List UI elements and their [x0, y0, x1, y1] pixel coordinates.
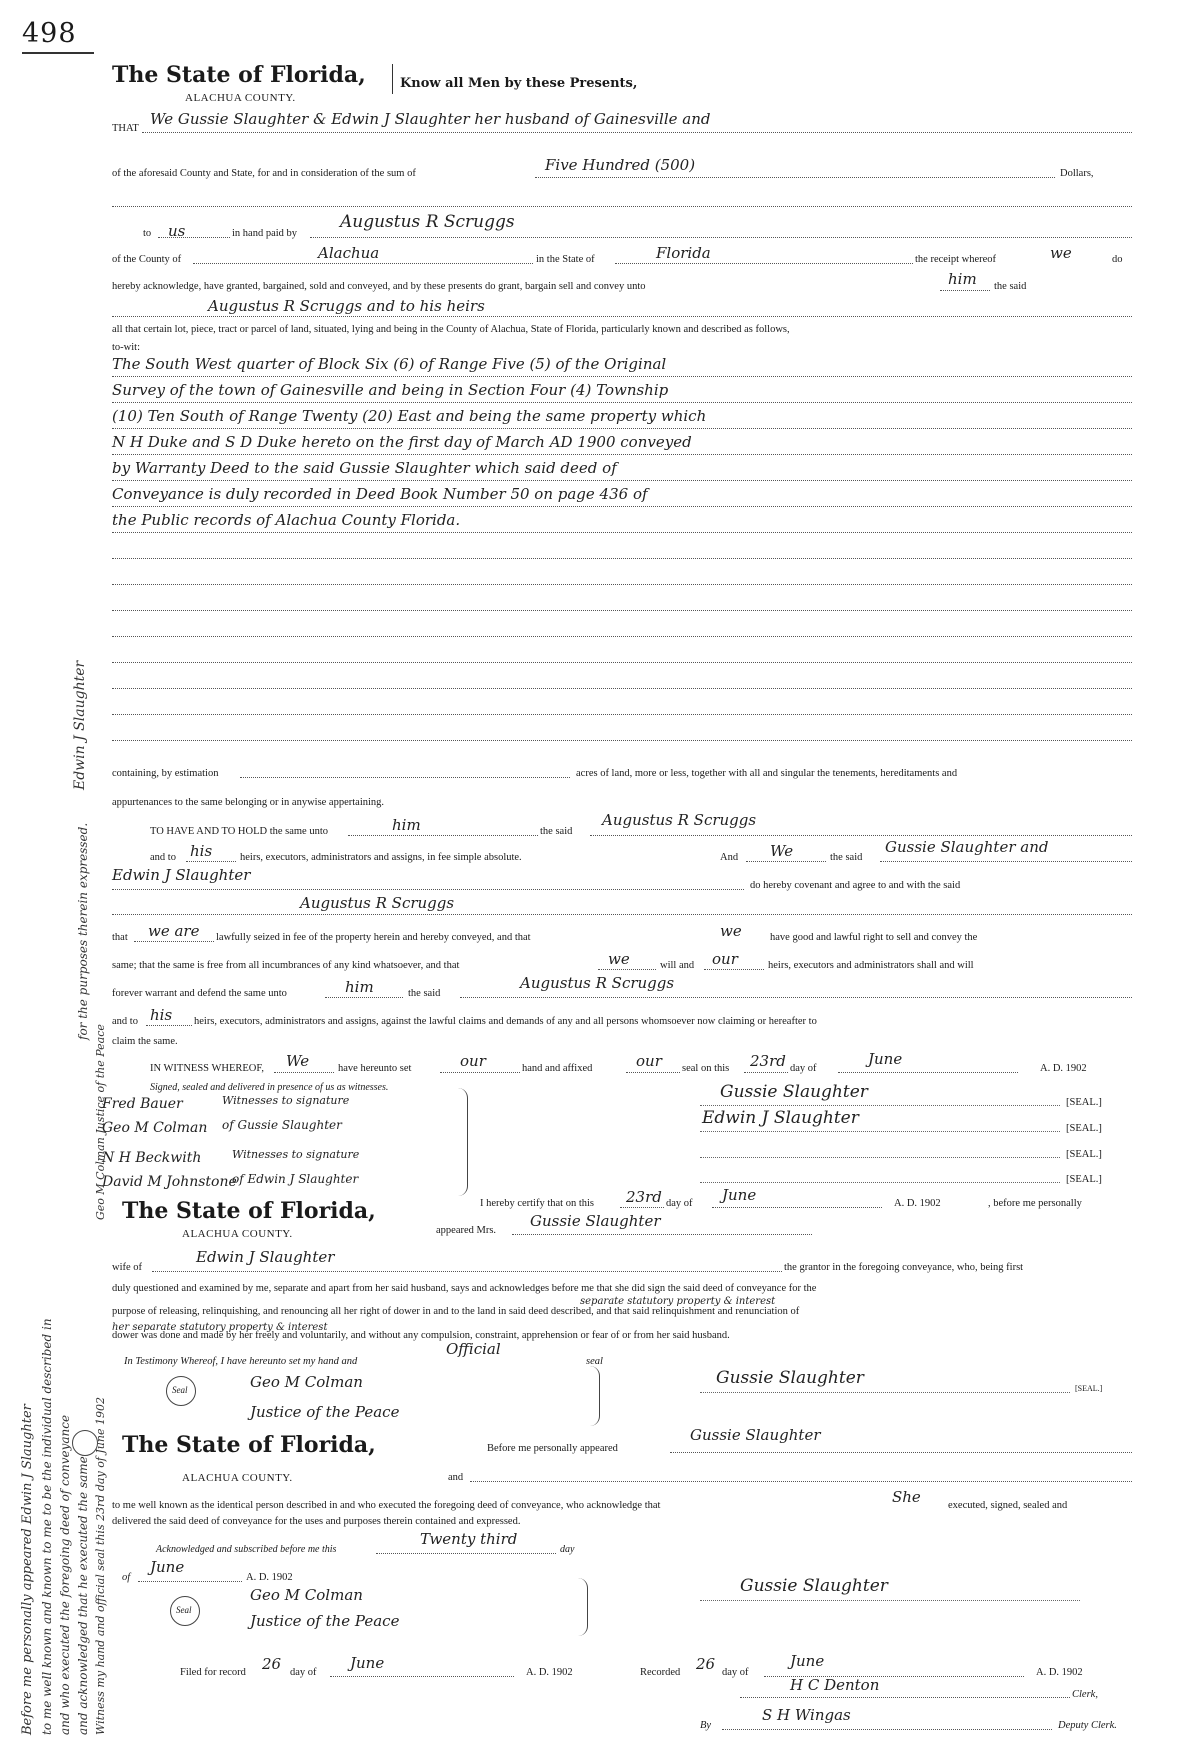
desc-rule: [112, 532, 1132, 533]
grantee4-value: Augustus R Scruggs: [520, 974, 675, 992]
sum-value: Five Hundred (500): [545, 156, 696, 174]
witness-note: Witnesses to signature: [232, 1148, 360, 1161]
ack1-brace: [584, 1366, 600, 1426]
and-to-rule: [186, 861, 236, 862]
our-rule: [440, 1072, 520, 1073]
before-me-label: , before me personally: [988, 1198, 1082, 1209]
unto-value: him: [948, 270, 977, 288]
ack2-day-value: Twenty third: [420, 1530, 518, 1548]
acknowledged-label: Acknowledged and subscribed before me this: [156, 1544, 337, 1555]
grantors-rule: [142, 132, 1132, 133]
our2-value: our: [636, 1052, 662, 1070]
signature-line: [700, 1157, 1060, 1158]
ack1-signature: Gussie Slaughter: [716, 1368, 864, 1388]
ack1-line2: duly questioned and examined by me, separate and apart from her said husband, says and acknowledges before me that she did sign the said deed of conveyance for the: [112, 1283, 817, 1294]
rec-month-value: June: [790, 1652, 825, 1670]
day-of-label: day of: [790, 1063, 817, 1074]
grantor-signature: Edwin J Slaughter: [702, 1108, 859, 1128]
description-line: Survey of the town of Gainesville and being in Section Four (4) Township: [112, 381, 669, 399]
ack2-day-label: day: [560, 1544, 575, 1555]
grantor-signature: Gussie Slaughter: [720, 1082, 868, 1102]
signature-line: [700, 1182, 1060, 1183]
have-rule: [348, 835, 538, 836]
we-value: We: [286, 1052, 310, 1070]
ack2-and-rule: [470, 1481, 1132, 1482]
ack1-insert1: separate statutory property & interest: [580, 1296, 776, 1307]
ack1-signature-line: [700, 1392, 1070, 1393]
seal-mark: [SEAL.]: [1066, 1149, 1102, 1160]
covenant-text: do hereby covenant and agree to and with the said: [750, 880, 961, 891]
have-good-text: have good and lawful right to sell and convey the: [770, 932, 978, 943]
rec-ad: A. D. 1902: [1036, 1667, 1083, 1678]
ack2-month-rule: [138, 1581, 242, 1582]
state-title: The State of Florida,: [112, 62, 366, 88]
desc-rule: [112, 480, 1132, 481]
county-rule: [193, 263, 533, 264]
witness-note: of Edwin J Slaughter: [232, 1172, 359, 1186]
that-label: THAT: [112, 123, 139, 134]
the-said-label: the said: [540, 826, 573, 837]
hereby-ack-text: hereby acknowledge, have granted, bargained, sold and conveyed, and by these presents do grant, bargain sell and convey unto: [112, 281, 646, 292]
header-brace: [392, 64, 394, 94]
will-rule: [704, 969, 764, 970]
acreage-rule: [240, 777, 570, 778]
ack2-notary-seal: [170, 1596, 200, 1626]
filed-label: Filed for record: [180, 1667, 246, 1678]
of-county-label: of the County of: [112, 254, 182, 265]
seal-mark: [SEAL.]: [1066, 1123, 1102, 1134]
heirs-against-text: heirs, executors, administrators and assigns, against the lawful claims and demands of any and all persons whomsoever now claiming or hereafter to: [194, 1016, 817, 1027]
signature-line: [700, 1105, 1060, 1106]
witness-brace: [450, 1088, 468, 1196]
desc-rule: [112, 454, 1132, 455]
ack2-appeared-value: Gussie Slaughter: [690, 1426, 821, 1444]
county-value: Alachua: [318, 244, 380, 262]
the-said-label: the said: [994, 281, 1027, 292]
and-to2-rule: [146, 1025, 192, 1026]
same-value: we: [608, 950, 630, 968]
clerk-rule: [740, 1697, 1070, 1698]
in-state-label: in the State of: [536, 254, 595, 265]
ack2-officer: Geo M Colman: [250, 1586, 363, 1604]
hand-affixed-label: hand and affixed: [522, 1063, 593, 1074]
and-label: And: [720, 852, 739, 863]
description-line: N H Duke and S D Duke hereto on the first day of March AD 1900 conveyed: [112, 433, 692, 451]
same-rule: [598, 969, 656, 970]
county-label: ALACHUA COUNTY.: [185, 92, 296, 104]
that2-label: that: [112, 932, 128, 943]
rec-day-value: 26: [696, 1655, 716, 1673]
deputy-rule: [722, 1729, 1052, 1730]
ack1-county: ALACHUA COUNTY.: [182, 1228, 293, 1240]
day-rule: [744, 1072, 788, 1073]
witness-note: Witnesses to signature: [222, 1094, 350, 1107]
state-value: Florida: [656, 244, 711, 262]
grantors2-rule: [880, 861, 1132, 862]
ack1-day-value: 23rd: [626, 1188, 662, 1206]
in-hand-paid-label: in hand paid by: [232, 228, 298, 239]
will-value: our: [712, 950, 738, 968]
witness-note: of Gussie Slaughter: [222, 1118, 342, 1132]
grantee3-rule: [112, 914, 1132, 915]
recorded-label: Recorded: [640, 1667, 681, 1678]
unto-rule: [940, 290, 990, 291]
desc-rule: [112, 428, 1132, 429]
to-wit-label: to-wit:: [112, 342, 140, 353]
witness-name: Geo M Colman: [102, 1120, 208, 1136]
ack2-line1b: executed, signed, sealed and: [948, 1500, 1068, 1511]
margin-note: and who executed the foregoing deed of conveyance: [58, 1414, 72, 1735]
said-grantee-value: Augustus R Scruggs: [602, 811, 757, 829]
grantee-heirs-value: Augustus R Scruggs and to his heirs: [208, 297, 485, 315]
grantee4-rule: [460, 997, 1132, 998]
heirs-exec2-text: heirs, executors and administrators shall and will: [768, 960, 974, 971]
ack2-county: ALACHUA COUNTY.: [182, 1472, 293, 1484]
seal-on-label: seal on this: [682, 1063, 730, 1074]
aforesaid-label: of the aforesaid County and State, for and in consideration of the sum of: [112, 168, 416, 179]
signed-label: Signed, sealed and delivered in presence of us as witnesses.: [150, 1082, 389, 1093]
that-value: we are: [148, 922, 200, 940]
by-label: By: [700, 1720, 712, 1731]
husband-value: Edwin J Slaughter: [196, 1248, 335, 1266]
ack1-line3: purpose of releasing, relinquishing, and renouncing all her right of dower in and to the land in said deed described, and that said relinquishment and renunciation of: [112, 1306, 800, 1317]
filed-day-of: day of: [290, 1667, 317, 1678]
ack1-officer-title: Justice of the Peace: [250, 1403, 400, 1421]
testimony-label: In Testimony Whereof, I have hereunto set my hand and: [124, 1356, 358, 1367]
ack2-line1: to me well known as the identical person described in and who executed the foregoing deed of conveyance, who acknowledge that: [112, 1500, 661, 1511]
desc-rule: [112, 402, 1132, 403]
filed-ad: A. D. 1902: [526, 1667, 573, 1678]
description-line: (10) Ten South of Range Twenty (20) East and being the same property which: [112, 407, 707, 425]
ack2-state-title: The State of Florida,: [122, 1432, 376, 1458]
ack1-day-rule: [620, 1207, 664, 1208]
lawfully-text: lawfully seized in fee of the property herein and hereby conveyed, and that: [216, 932, 531, 943]
deputy-value: S H Wingas: [762, 1706, 851, 1724]
blank-rule: [112, 636, 1132, 637]
appurtenances-text: appurtenances to the same belonging or in anywise appertaining.: [112, 797, 385, 808]
ack2-appeared-rule: [670, 1452, 1132, 1453]
margin-signature: Edwin J Slaughter: [72, 660, 88, 790]
seal-word: seal: [586, 1356, 603, 1367]
margin-note: and acknowledged that he executed the same: [76, 1456, 90, 1735]
acres-text: acres of land, more or less, together with all and singular the tenements, hereditaments and: [576, 768, 958, 779]
receipt-value: we: [1050, 244, 1072, 262]
clerk-value: H C Denton: [790, 1676, 880, 1694]
official-value: Official: [446, 1340, 501, 1358]
blank-rule: [112, 558, 1132, 559]
before-label: Before me personally appeared: [487, 1443, 618, 1454]
margin-note: Witness my hand and official seal this 23rd day of June 1902: [94, 1397, 107, 1735]
grantors-value: We Gussie Slaughter & Edwin J Slaughter her husband of Gainesville and: [150, 110, 711, 128]
have-value: him: [392, 816, 421, 834]
do-label: do: [1112, 254, 1123, 265]
filed-month-value: June: [350, 1654, 385, 1672]
description-line: Conveyance is duly recorded in Deed Book Number 50 on page 436 of: [112, 485, 648, 503]
margin-note: for the purposes therein expressed.: [76, 822, 90, 1040]
and-rule: [746, 861, 826, 862]
forever-text: forever warrant and defend the same unto: [112, 988, 287, 999]
seal-mark: [SEAL.]: [1066, 1097, 1102, 1108]
blank-rule: [112, 714, 1132, 715]
in-witness-label: IN WITNESS WHEREOF,: [150, 1063, 264, 1074]
witness-name: N H Beckwith: [102, 1150, 202, 1166]
know-all-men: Know all Men by these Presents,: [400, 76, 638, 91]
and-to2-value: his: [150, 1006, 173, 1024]
sum-rule: [535, 177, 1055, 178]
ack1-ad: A. D. 1902: [894, 1198, 941, 1209]
our-value: our: [460, 1052, 486, 1070]
blank-rule: [112, 610, 1132, 611]
ack2-and-label: and: [448, 1472, 464, 1483]
will-and-label: will and: [660, 960, 695, 971]
desc-rule: [112, 506, 1132, 507]
margin-note: Before me personally appeared Edwin J Slaughter: [20, 1404, 35, 1735]
filed-month-rule: [330, 1676, 514, 1677]
appeared-value: Gussie Slaughter: [530, 1212, 661, 1230]
ack1-state-title: The State of Florida,: [122, 1198, 376, 1224]
we-rule: [274, 1072, 334, 1073]
ack2-notary-seal-stamp: Seal: [176, 1605, 192, 1615]
notary-seal: [166, 1376, 196, 1406]
page-number-rule: [22, 52, 94, 54]
page-number: 498: [22, 18, 77, 49]
containing-label: containing, by estimation: [112, 768, 219, 779]
the-said3-label: the said: [408, 988, 441, 999]
ack1-month-value: June: [722, 1186, 757, 1204]
ack1-day-of: day of: [666, 1198, 693, 1209]
desc-rule: [112, 376, 1132, 377]
blank-rule-1: [112, 206, 1132, 207]
ad-label: A. D. 1902: [1040, 1063, 1087, 1074]
that-rule: [134, 941, 214, 942]
state-rule: [615, 263, 913, 264]
month-value: June: [868, 1050, 903, 1068]
and-value: We: [770, 842, 794, 860]
hereunto-label: have hereunto set: [338, 1063, 412, 1074]
dollars-label: Dollars,: [1060, 168, 1094, 179]
ack1-officer: Geo M Colman: [250, 1373, 363, 1391]
and-to-label: and to: [150, 852, 176, 863]
ack1-month-rule: [712, 1207, 882, 1208]
to-label: to: [143, 228, 152, 239]
ack2-officer-title: Justice of the Peace: [250, 1612, 400, 1630]
ack2-she-value: She: [892, 1488, 921, 1506]
certify-label: I hereby certify that on this: [480, 1198, 595, 1209]
same-free-text: same; that the same is free from all incumbrances of any kind whatsoever, and that: [112, 960, 460, 971]
and-to-value: his: [190, 842, 213, 860]
to-value: us: [168, 222, 186, 240]
receipt-label: the receipt whereof: [915, 254, 997, 265]
month-rule: [838, 1072, 1018, 1073]
husband-rule: [152, 1271, 782, 1272]
appeared-rule: [512, 1234, 812, 1235]
ack2-brace: [572, 1578, 588, 1636]
witness-name: David M Johnstone: [102, 1174, 237, 1190]
blank-rule: [112, 740, 1132, 741]
grantee3-value: Augustus R Scruggs: [300, 894, 455, 912]
grantor-text: the grantor in the foregoing conveyance, who, being first: [784, 1262, 1024, 1273]
margin-note: Geo M Colman Justice of the Peace: [94, 1024, 107, 1220]
filed-day-value: 26: [262, 1655, 282, 1673]
blank-rule: [112, 584, 1132, 585]
claim-text: claim the same.: [112, 1036, 178, 1047]
ack2-of-label: of: [122, 1572, 131, 1583]
grantee-rule: [310, 237, 1132, 238]
ack1-seal-label: [SEAL.]: [1075, 1384, 1103, 1393]
blank-rule: [112, 662, 1132, 663]
ack2-month-value: June: [150, 1558, 185, 1576]
forever-rule: [325, 997, 403, 998]
grantee-value: Augustus R Scruggs: [340, 212, 515, 232]
all-that-text: all that certain lot, piece, tract or parcel of land, situated, lying and being in the County of Alachua, State of Florida, particularly known and described as follows,: [112, 324, 790, 335]
notary-seal-stamp: Seal: [172, 1385, 188, 1395]
deputy-label: Deputy Clerk.: [1058, 1720, 1117, 1731]
day-value: 23rd: [750, 1052, 786, 1070]
our2-rule: [626, 1072, 680, 1073]
grantors2-value: Gussie Slaughter and: [885, 838, 1049, 856]
clerk-label: Clerk,: [1072, 1689, 1098, 1700]
to-have-label: TO HAVE AND TO HOLD the same unto: [150, 826, 329, 837]
seal-mark: [SEAL.]: [1066, 1174, 1102, 1185]
witness-name: Fred Bauer: [102, 1096, 183, 1112]
description-line: the Public records of Alachua County Florida.: [112, 511, 461, 529]
grantors2b-rule: [112, 889, 744, 890]
ack2-signature: Gussie Slaughter: [740, 1576, 888, 1596]
said-grantee-rule: [590, 835, 1132, 836]
lawfully-value: we: [720, 922, 742, 940]
blank-rule: [112, 688, 1132, 689]
forever-value: him: [345, 978, 374, 996]
heirs-exec-text: heirs, executors, administrators and assigns, in fee simple absolute.: [240, 852, 522, 863]
description-line: by Warranty Deed to the said Gussie Slaughter which said deed of: [112, 459, 617, 477]
appeared-label: appeared Mrs.: [436, 1225, 497, 1236]
margin-seal: [72, 1430, 98, 1456]
the-said2-label: the said: [830, 852, 863, 863]
margin-note: to me well known and known to me to be the individual described in: [40, 1318, 54, 1735]
rec-day-of: day of: [722, 1667, 749, 1678]
ack2-line2: delivered the said deed of conveyance for the uses and purposes therein contained and expressed.: [112, 1516, 521, 1527]
ack1-line4: dower was done and made by her freely and voluntarily, and without any compulsion, constraint, apprehension or fear of or from her said husband.: [112, 1330, 730, 1341]
and-to2-label: and to: [112, 1016, 138, 1027]
grantors2b-value: Edwin J Slaughter: [112, 866, 251, 884]
wife-of-label: wife of: [112, 1262, 143, 1273]
ack2-signature-line: [700, 1600, 1080, 1601]
ack1-insert2: her separate statutory property & interest: [112, 1322, 328, 1333]
heirs-rule: [112, 316, 1132, 317]
description-line: The South West quarter of Block Six (6) of Range Five (5) of the Original: [112, 355, 667, 373]
ack2-ad: A. D. 1902: [246, 1572, 293, 1583]
signature-line: [700, 1131, 1060, 1132]
ack2-day-rule: [376, 1553, 556, 1554]
